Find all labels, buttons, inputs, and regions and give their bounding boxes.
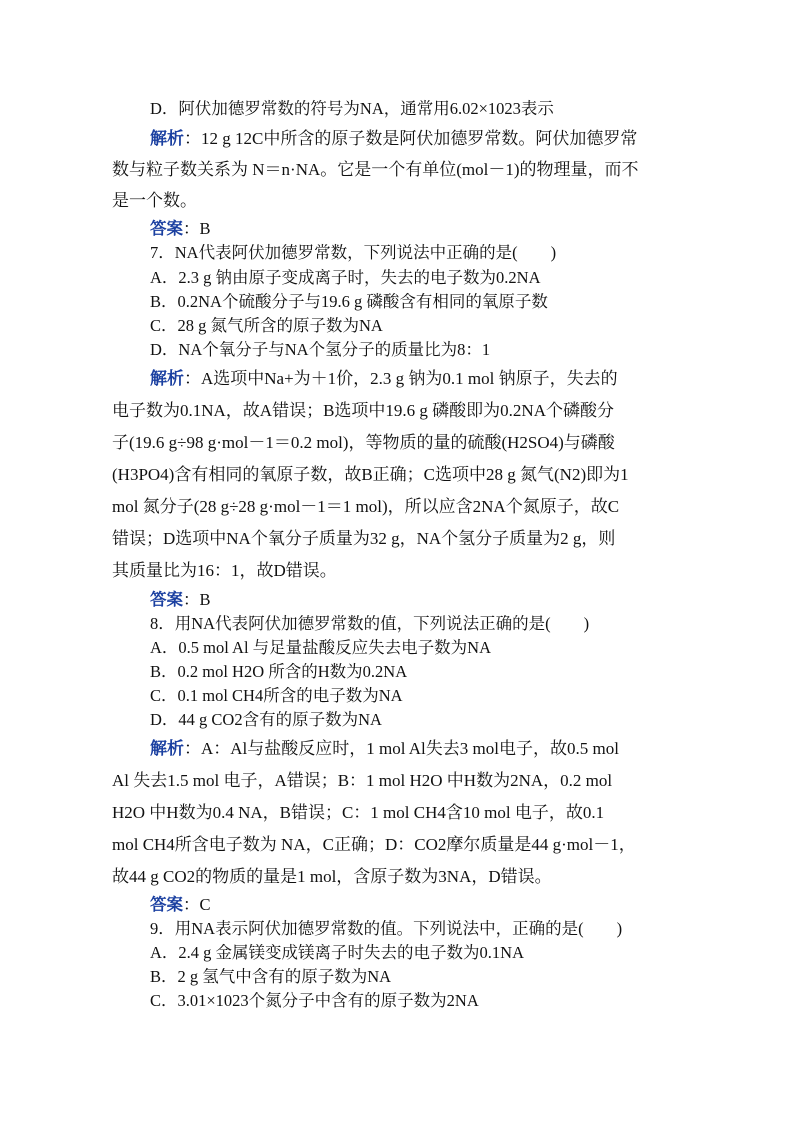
answer-label: 答案 (150, 590, 183, 609)
q6-explanation-line-1: 解析：12 g 12C中所含的原子数是阿伏加德罗常数。阿伏加德罗常 (150, 129, 638, 148)
q8-option-a: A．0.5 mol Al 与足量盐酸反应失去电子数为NA (150, 638, 492, 657)
q9-option-c: C．3.01×1023个氮分子中含有的原子数为2NA (150, 991, 479, 1010)
explanation-label: 解析 (150, 369, 184, 388)
q7-option-b: B．0.2NA个硫酸分子与19.6 g 磷酸含有相同的氧原子数 (150, 292, 548, 311)
q8-option-b: B．0.2 mol H2O 所含的H数为0.2NA (150, 662, 408, 681)
q6-option-d: D．阿伏加德罗常数的符号为NA，通常用6.02×1023表示 (150, 99, 554, 118)
q9-option-b: B．2 g 氢气中含有的原子数为NA (150, 967, 392, 986)
q8-stem: 8．用NA代表阿伏加德罗常数的值，下列说法正确的是( ) (150, 614, 590, 633)
q8-explanation-line-5: 故44 g CO2的物质的量是1 mol，含原子数为3NA，D错误。 (112, 867, 552, 886)
q7-explanation-line-1: 解析：A选项中Na+为＋1价，2.3 g 钠为0.1 mol 钠原子，失去的 (150, 369, 618, 388)
q8-answer: 答案：C (150, 895, 211, 914)
q7-explanation-line-7: 其质量比为16：1，故D错误。 (112, 561, 337, 580)
q8-option-c: C．0.1 mol CH4所含的电子数为NA (150, 686, 403, 705)
q7-explanation-line-6: 错误；D选项中NA个氧分子质量为32 g，NA个氢分子质量为2 g，则 (112, 529, 616, 548)
q6-explanation-line-2: 数与粒子数关系为 N＝n·NA。它是一个有单位(mol－1)的物理量，而不 (112, 160, 639, 179)
q7-explanation-line-2: 电子数为0.1NA，故A错误；B选项中19.6 g 磷酸即为0.2NA个磷酸分 (112, 401, 614, 420)
explanation-label: 解析 (150, 129, 184, 148)
q9-stem: 9．用NA表示阿伏加德罗常数的值。下列说法中，正确的是( ) (150, 919, 623, 938)
q9-option-a: A．2.4 g 金属镁变成镁离子时失去的电子数为0.1NA (150, 943, 524, 962)
answer-label: 答案 (150, 219, 183, 238)
q7-option-c: C．28 g 氮气所含的原子数为NA (150, 316, 383, 335)
q7-option-d: D．NA个氧分子与NA个氢分子的质量比为8：1 (150, 340, 491, 359)
q8-explanation-line-1: 解析：A：Al与盐酸反应时，1 mol Al失去3 mol电子，故0.5 mol (150, 739, 619, 758)
q6-answer: 答案：B (150, 219, 211, 238)
q6-explanation-line-3: 是一个数。 (112, 191, 197, 210)
q8-option-d: D．44 g CO2含有的原子数为NA (150, 710, 382, 729)
q8-explanation-line-4: mol CH4所含电子数为 NA，C正确；D：CO2摩尔质量是44 g·mol－1， (112, 835, 636, 854)
q7-answer: 答案：B (150, 590, 211, 609)
explanation-label: 解析 (150, 739, 184, 758)
q7-option-a: A．2.3 g 钠由原子变成离子时，失去的电子数为0.2NA (150, 268, 541, 287)
answer-label: 答案 (150, 895, 183, 914)
q7-explanation-line-4: (H3PO4)含有相同的氧原子数，故B正确；C选项中28 g 氮气(N2)即为1 (112, 465, 629, 484)
q7-stem: 7．NA代表阿伏加德罗常数，下列说法中正确的是( ) (150, 243, 557, 262)
q7-explanation-line-3: 子(19.6 g÷98 g·mol－1＝0.2 mol)，等物质的量的硫酸(H2SO4)与磷酸 (112, 433, 615, 452)
q8-explanation-line-2: Al 失去1.5 mol 电子，A错误；B：1 mol H2O 中H数为2NA，0.2 mol (112, 771, 613, 790)
q8-explanation-line-3: H2O 中H数为0.4 NA，B错误；C：1 mol CH4含10 mol 电子，故0.1 (112, 803, 605, 822)
q7-explanation-line-5: mol 氮分子(28 g÷28 g·mol－1＝1 mol)，所以应含2NA个氮原子，故C (112, 497, 620, 516)
